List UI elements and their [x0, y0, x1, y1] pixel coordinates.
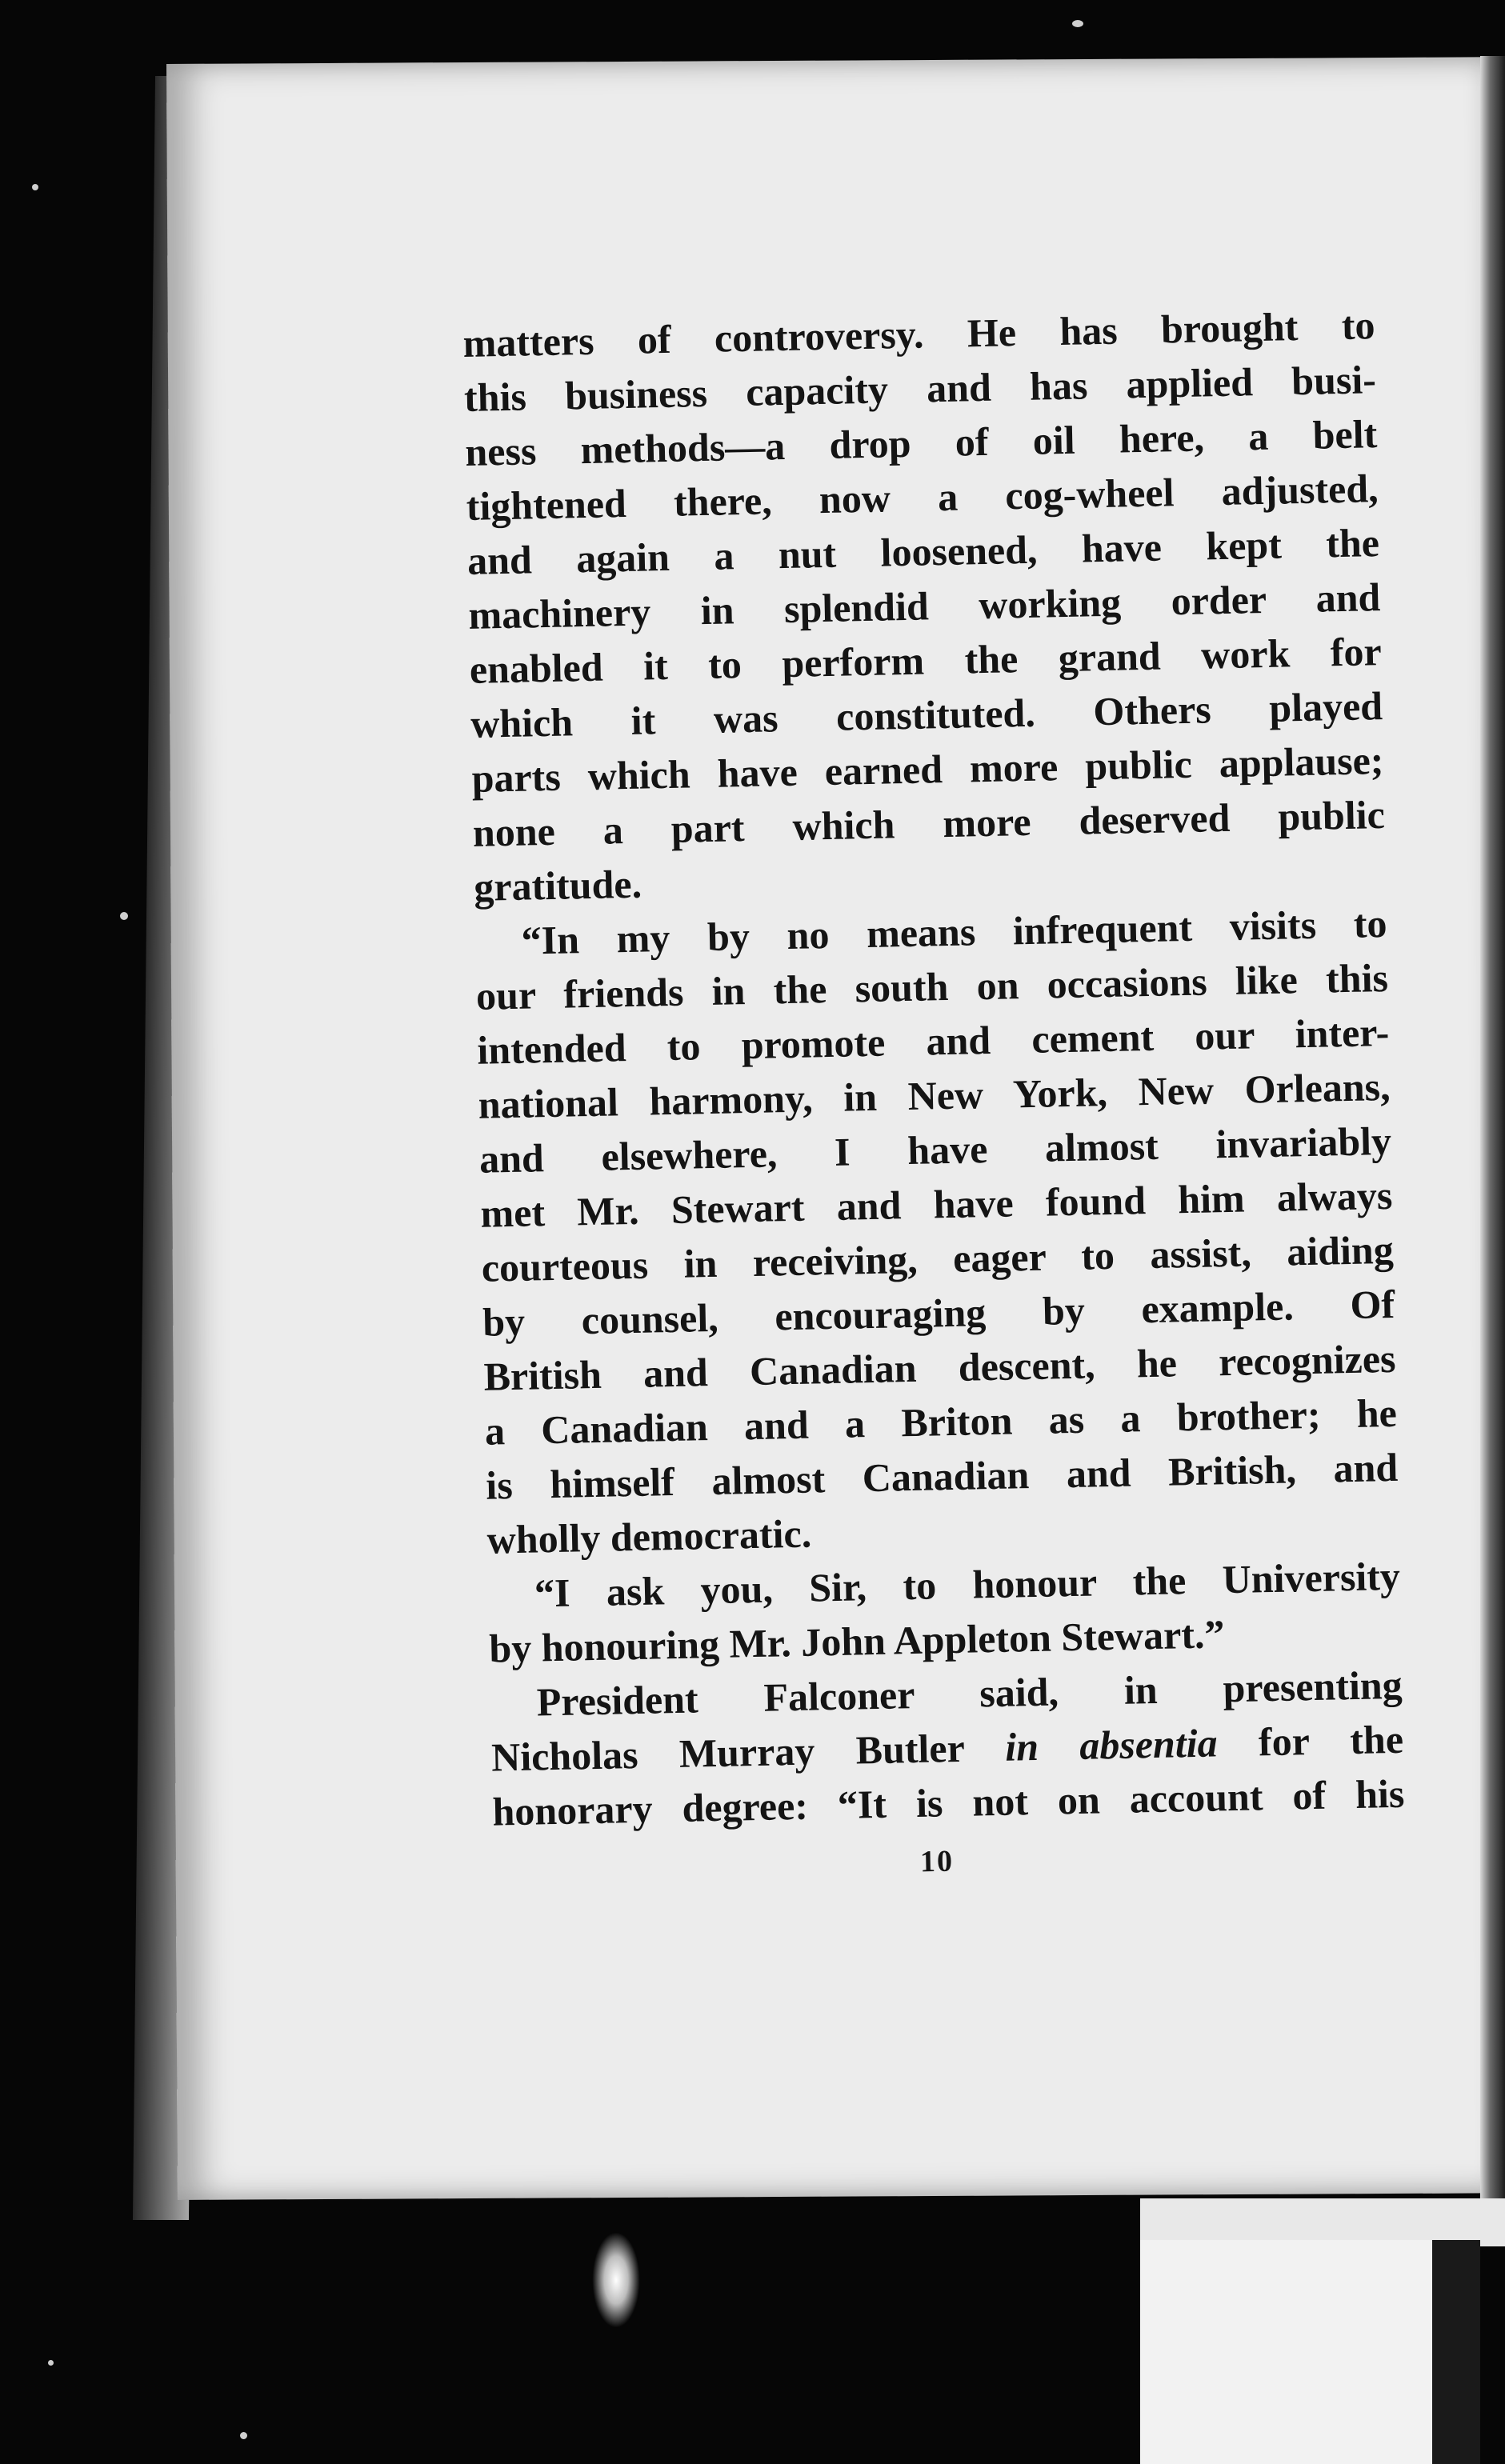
page-corner-tab-lower: [1140, 2240, 1468, 2464]
page-right-edge: [1480, 56, 1505, 2232]
text-line: “In my by no means infrequent visits to: [521, 900, 1388, 963]
dust-speck: [48, 2360, 54, 2366]
text-line: wholly democratic.: [486, 1510, 812, 1562]
text-line: by counsel, encouraging by example. Of: [482, 1281, 1395, 1345]
dust-speck: [32, 184, 38, 190]
text-line: matters of controversy. He has brought to: [462, 302, 1376, 366]
text-line: is himself almost Canadian and British, and: [485, 1444, 1399, 1508]
text-line: ness methods—a drop of oil here, a belt: [464, 411, 1378, 474]
page-corner-tab: [1140, 2198, 1505, 2246]
text-line: tightened there, now a cog-wheel adjusted,: [466, 466, 1379, 529]
text-line: met Mr. Stewart and have found him always: [479, 1172, 1393, 1236]
text-line: and again a nut loosened, have kept the: [466, 520, 1380, 583]
text-line-final: honorary degree: “It is not on account of his: [491, 1770, 1405, 1834]
page-number: 10: [919, 1844, 955, 1879]
text-line: national harmony, in New York, New Orleans,: [478, 1063, 1391, 1127]
text-segment: Nicholas Murray Butler: [490, 1724, 1006, 1780]
text-line: this business capacity and has applied busi-: [463, 357, 1377, 420]
text-line: enabled it to perform the grand work for: [469, 629, 1383, 692]
text-line: parts which have earned more public applause;: [471, 738, 1384, 801]
text-line: by honouring Mr. John Appleton Stewart.”: [488, 1611, 1225, 1671]
text-line: gratitude.: [473, 861, 642, 910]
text-line: intended to promote and cement our inter-: [476, 1009, 1390, 1073]
text-segment: for the: [1216, 1716, 1404, 1766]
text-line: President Falconer said, in presenting: [536, 1662, 1403, 1725]
dust-speck: [120, 912, 128, 920]
text-line: none a part which more deserved public: [472, 791, 1386, 855]
text-line: machinery in splendid working order and: [467, 574, 1381, 638]
text-line: “I ask you, Sir, to honour the University: [534, 1553, 1401, 1616]
page-corner-shadow: [1432, 2240, 1480, 2464]
text-line: courteous in receiving, eager to assist, aiding: [481, 1226, 1395, 1290]
italic-phrase: in absentia: [1004, 1720, 1219, 1770]
text-line: a Canadian and a Briton as a brother; he: [484, 1390, 1398, 1454]
text-line: our friends in the south on occasions like this: [475, 954, 1389, 1018]
text-line: which it was constituted. Others played: [470, 683, 1383, 746]
body-text: [462, 298, 1405, 1838]
light-glare: [592, 2232, 640, 2328]
dust-speck: [1072, 20, 1083, 27]
text-line: and elsewhere, I have almost invariably: [478, 1118, 1392, 1182]
text-line: British and Canadian descent, he recognizes: [483, 1335, 1396, 1399]
dust-speck: [240, 2432, 247, 2439]
